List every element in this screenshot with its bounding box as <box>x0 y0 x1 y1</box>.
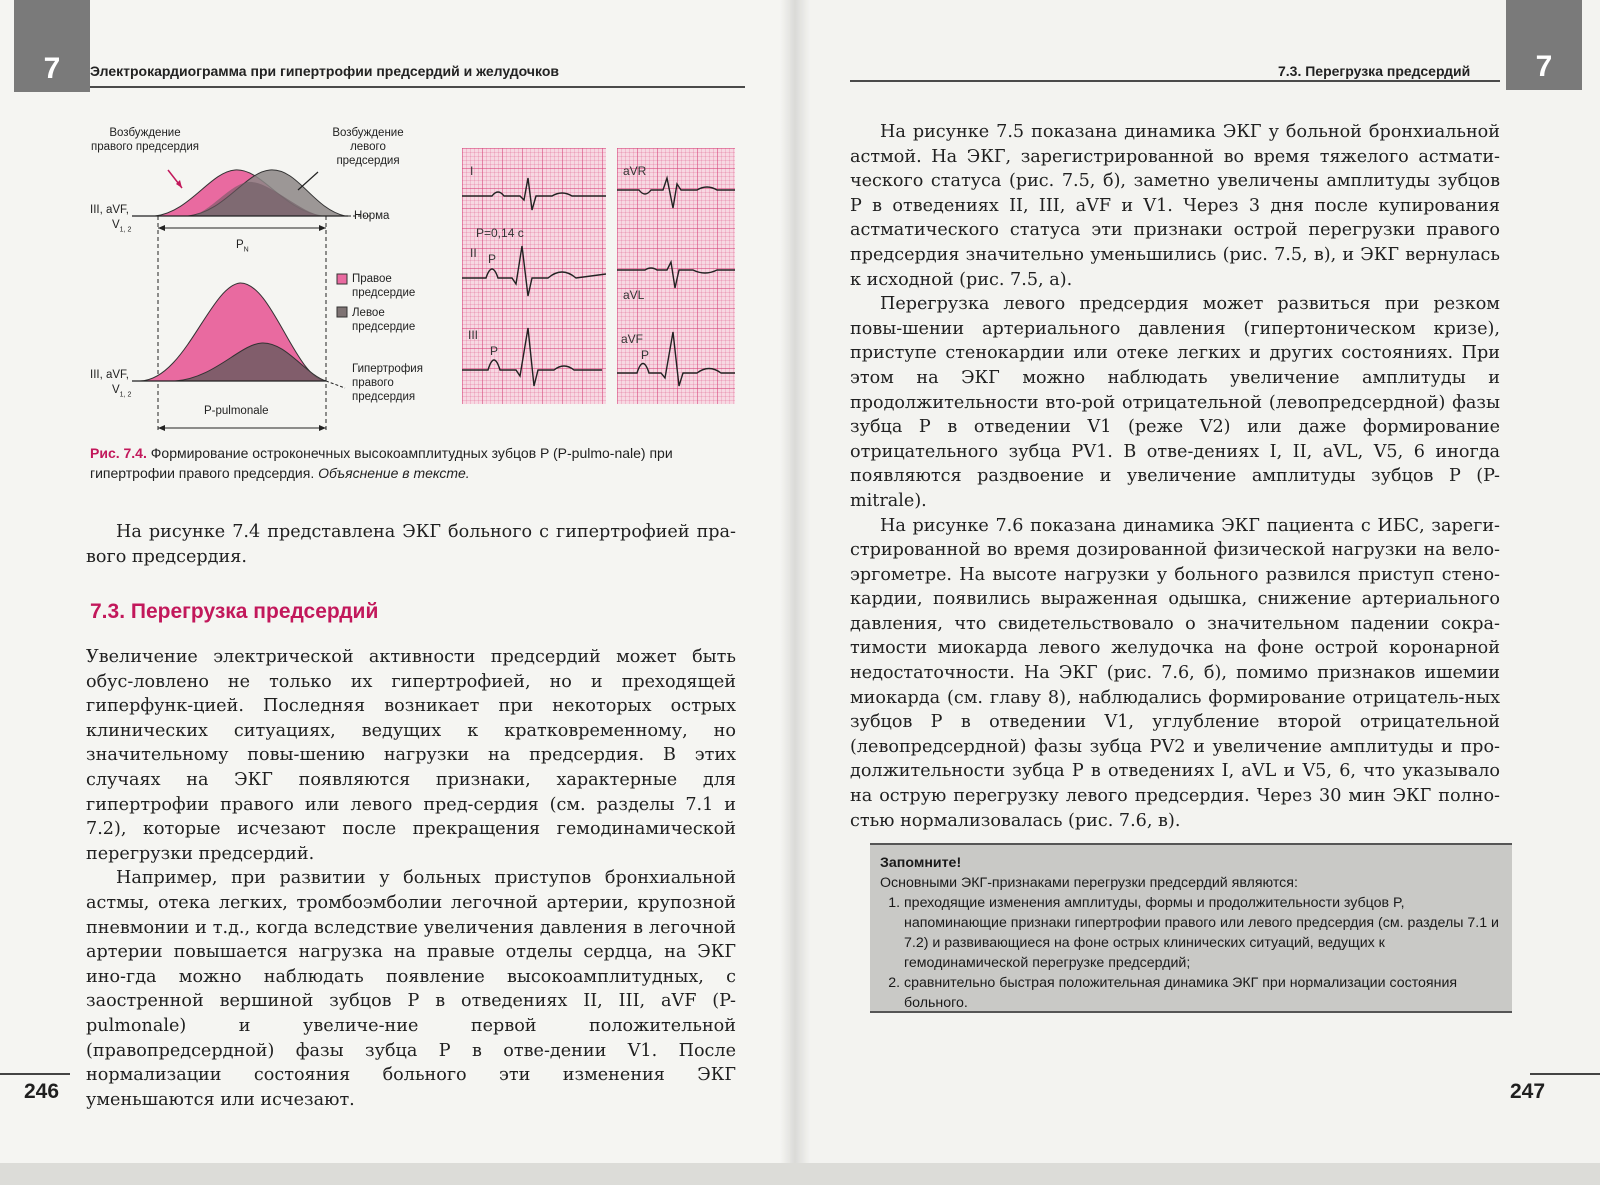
paragraph: На рисунке 7.6 показана динамика ЭКГ пациента с ИБС, зареги-стрированной во время дозированной физической нагрузки на вело-эргометре. На высоте нагрузки у больного развился приступ стено-кардии, появились выраженная одышка, снижение артериального давления, что свидетельствовало о значительном падении сокра-тимости миокарда левого желудочка на фоне острой коронарной недостаточности. На ЭКГ (рис. 7.6, б), помимо признаков ишемии миокарда (см. главу 8), наблюдались формирование отрицатель-ных зубцов P в отведении V1, углубление второй отрицательной (левопредсердной) фазы зубца PV2 и увеличение амплитуды и про-должительности зубца P в отведениях I, aVL и V5, 6, что указывало на острую перегрузку левого предсердия. Через 30 мин ЭКГ полно-стью нормализовалась (рис. 7.6, в). <box>850 515 1500 831</box>
legend-swatch-left <box>337 307 347 317</box>
book-gutter <box>780 0 810 1165</box>
ecg-label-p-marker-aVF: P <box>641 348 650 362</box>
running-head-right: 7.3. Перегрузка предсердий <box>1278 63 1471 79</box>
v12-label-top: $V_{1, 2}$ <box>112 219 132 234</box>
ecg-label-lead-III: III <box>468 328 479 342</box>
paragraph: Перегрузка левого предсердия может развиться при резком повы-шении артериального давления (гипертоническом кризе), приступе стенокардии или отеке легких и других состояниях. При этом на ЭКГ можно наблюдать увеличение амплитуды и продолжительности вто-рой отрицательной (левопредсердной) фазы зубца P в отведении V1 (реже V2) или даже формирование отрицательного зубца PV1. В отве-дениях I, II, aVL, V5, 6 иногда появляются раздвоение и увеличение амплитуды зубцов P (P-mitrale). <box>850 294 1500 511</box>
remember-intro: Основными ЭКГ-признаками перегрузки предсердий являются: <box>880 875 1298 891</box>
ecg-trace-lead-II <box>462 246 606 296</box>
chapter-number-right: 7 <box>1535 50 1553 83</box>
legend-swatch-right <box>337 274 347 284</box>
ecg-label-p-marker-II: P <box>488 252 497 266</box>
left-body-text <box>86 645 736 1112</box>
ecg-traces-standard <box>462 148 606 404</box>
v12-label-bottom: $V_{1, 2}$ <box>112 384 132 399</box>
lead-label-top: III, aVF, <box>90 204 129 216</box>
remember-box <box>870 843 1512 1013</box>
ecg-trace-lead-aVL <box>617 262 735 288</box>
remember-list <box>880 893 1502 1013</box>
ecg-trace-lead-I <box>462 178 606 210</box>
ecg-trace-lead-III <box>462 328 602 386</box>
pn-label: $P_N$ <box>236 239 249 254</box>
chapter-number-left: 7 <box>43 52 61 85</box>
page-number-right: 247 <box>1510 1080 1546 1103</box>
ecg-panel-augmented-leads <box>617 148 735 404</box>
chapter-tab-right <box>1506 0 1582 90</box>
arrow-left-excitation <box>298 172 318 190</box>
ecg-label-lead-aVR: aVR <box>623 164 647 178</box>
ecg-label-p-marker-III: P <box>490 344 499 358</box>
left-page <box>0 0 790 1165</box>
legend-left-atrium: Левое предсердие <box>352 307 416 333</box>
paragraph: На рисунке 7.5 показана динамика ЭКГ у больной бронхиальной астмой. На ЭКГ, зарегистрированной во время тяжелого астмати-ческого статуса (рис. 7.5, б), заметно увеличены амплитуды зубцов P в отведениях II, III, aVF и V1. Через 3 дня после купирования астматического статуса эти признаки острой перегрузки правого предсердия значительно уменьшились (рис. 7.5, в), и ЭКГ вернулась к исходной (рис. 7.5, а). <box>850 122 1500 290</box>
p-pulmonale-label: P-pulmonale <box>204 405 269 417</box>
intro-paragraph: На рисунке 7.4 представлена ЭКГ больного с гипертрофией пра-вого предсердия. <box>86 522 736 567</box>
header-rule-right <box>850 80 1500 82</box>
ecg-trace-lead-aVR <box>617 178 735 208</box>
page-number-rule-right <box>1530 1073 1600 1075</box>
page-number-left: 246 <box>24 1080 60 1103</box>
page-number-rule-left <box>0 1073 70 1075</box>
figure-caption <box>90 443 745 483</box>
remember-title: Запомните! <box>880 855 962 871</box>
legend-right-atrium: Правое предсердие <box>352 273 416 299</box>
caption-text: Формирование остроконечных высокоамплитудных зубцов P (P-pulmo-nale) при гипертрофии правого предсердия. <box>90 445 673 481</box>
paragraph: Например, при развитии у больных приступов бронхиальной астмы, отека легких, тромбоэмболии легочной артерии, крупозной пневмонии и т.д., когда вследствие увеличения давления в легочной артерии повышается нагрузка на правые отделы сердца, на ЭКГ ино-гда можно наблюдать появление высокоамплитудных, с заостренной вершиной зубцов P в отведениях II, III, aVF (P-pulmonale) и увеличе-ние первой положительной (правопредсердной) фазы зубца P в отве-дении V1. После нормализации состояния больного эти изменения ЭКГ уменьшаются или исчезают. <box>86 868 736 1110</box>
ecg-traces-augmented <box>617 148 735 404</box>
intro-paragraph-block <box>86 520 736 569</box>
ecg-panel-standard-leads <box>462 148 606 404</box>
ecg-label-lead-aVL: aVL <box>623 288 645 302</box>
running-head-left: Электрокардиограмма при гипертрофии предсердий и желудочков <box>90 63 559 79</box>
ecg-label-p-note: P=0,14 с <box>476 226 524 240</box>
ecg-label-lead-I: I <box>470 164 474 178</box>
norm-label: Норма <box>354 210 390 222</box>
hypertrophy-label: Гипертрофия правого предсердия <box>352 363 423 403</box>
label-left-atrium-excitation: Возбуждение левого предсердия <box>332 127 404 167</box>
ecg-label-lead-II: II <box>470 246 477 260</box>
caption-label: Рис. 7.4. <box>90 445 147 461</box>
label-right-atrium-excitation: Возбуждение правого предсердия <box>90 127 200 153</box>
lead-label-bottom: III, aVF, <box>90 369 129 381</box>
remember-item: 1. преходящие изменения амплитуды, формы и продолжительности зубцов P, напоминающие признаки гипертрофии правого или левого предсердия (см. разделы 7.1 и 7.2) и развивающиеся на фоне острых клинических ситуаций, ведущих к гемодинамической перегрузке предсердий; <box>904 893 1502 973</box>
section-heading: 7.3. Перегрузка предсердий <box>90 600 379 623</box>
caption-italic: Объяснение в тексте. <box>318 465 470 481</box>
ecg-label-lead-aVF: aVF <box>621 332 644 346</box>
paragraph: Увеличение электрической активности предсердий может быть обус-ловлено не только их гипертрофией, но и преходящей гиперфунк-цией. Последняя возникает при некоторых острых клинических ситуациях, ведущих к кратковременному, но значительному повы-шению нагрузки на предсердия. В этих случаях на ЭКГ появляются признаки, характерные для гипертрофии правого или левого пред-сердия (см. разделы 7.1 и 7.2), которые исчезают после прекращения гемодинамической перегрузки предсердий. <box>86 647 736 864</box>
bottom-strip <box>0 1163 1600 1185</box>
remember-item: 2. сравнительно быстрая положительная динамика ЭКГ при нормализации состояния больного. <box>904 973 1502 1013</box>
right-body-text <box>850 120 1500 833</box>
